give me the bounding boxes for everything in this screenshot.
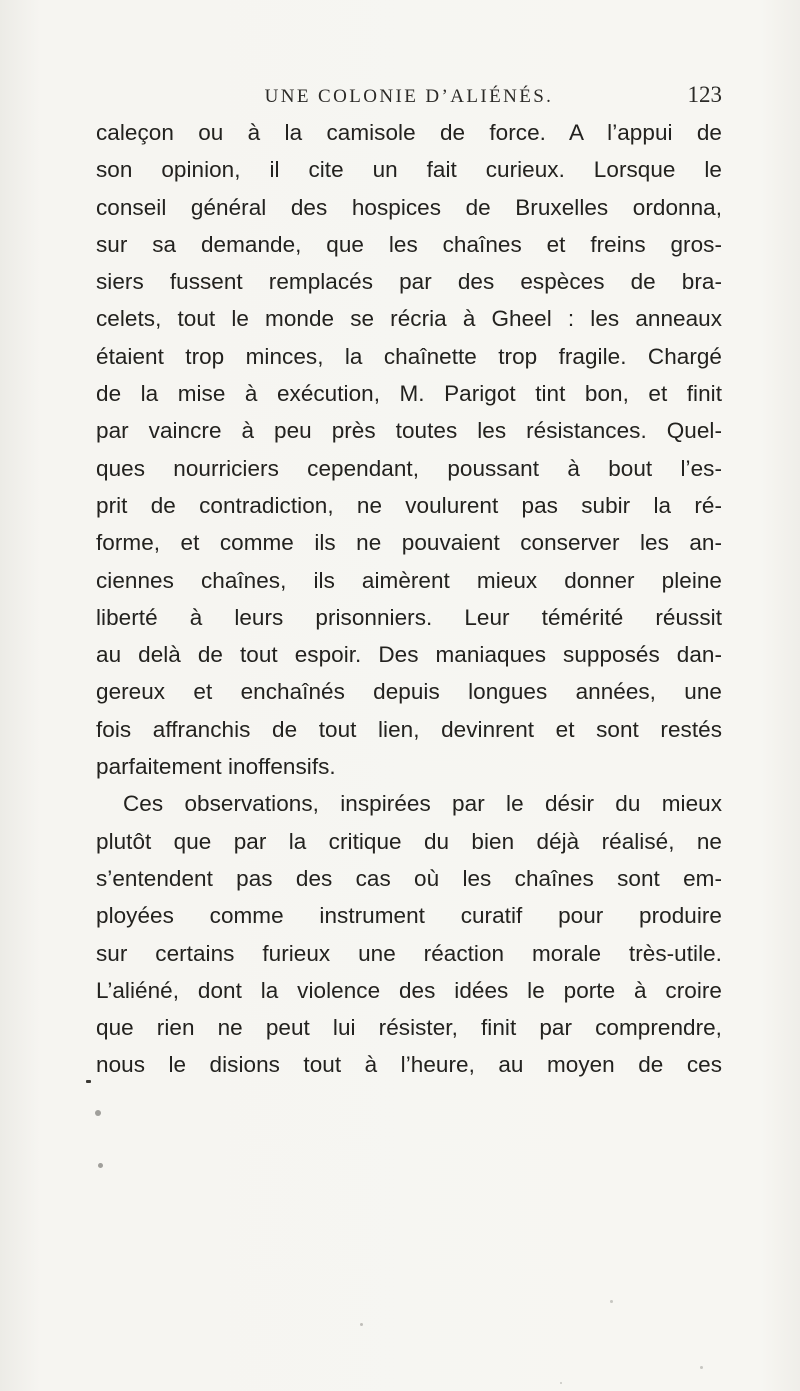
paragraph-start-line: Ces observations, inspirées par le désir du mieux [123,791,722,817]
text-line: prit de contradiction, ne voulurent pas subir la ré- [96,492,722,518]
text-line: ciennes chaînes, ils aimèrent mieux donner pleine [96,567,722,593]
text-line: forme, et comme ils ne pouvaient conserver les an- [96,530,722,556]
text-line: gereux et enchaînés depuis longues années, une [96,679,722,705]
ink-speck [98,1163,103,1168]
text-line: étaient trop minces, la chaînette trop fragile. Chargé [96,343,722,369]
text-line: plutôt que par la critique du bien déjà réalisé, ne [96,828,722,854]
running-title: UNE COLONIE D’ALIÉNÉS. [264,86,554,107]
text-line: son opinion, il cite un fait curieux. Lorsque le [96,157,722,183]
text-line: sur sa demande, que les chaînes et freins gros- [96,231,722,257]
text-line: par vaincre à peu près toutes les résistances. Quel- [96,418,722,444]
running-head [96,82,722,112]
paper-speck [560,1382,562,1384]
ink-speck [95,1110,101,1116]
page-number: 123 [687,82,722,107]
text-line: conseil général des hospices de Bruxelles ordonna, [96,194,722,220]
text-line: L’aliéné, dont la violence des idées le porte à croire [96,977,722,1003]
paragraph-end-line: parfaitement inoffensifs. [96,754,336,780]
text-line: sur certains furieux une réaction morale très-utile. [96,940,722,966]
body-text [96,114,722,1084]
text-line: fois affranchis de tout lien, devinrent et sont restés [96,716,722,742]
text-line: que rien ne peut lui résister, finit par comprendre, [96,1015,722,1041]
margin-mark [86,1080,91,1083]
paper-speck [360,1323,363,1326]
text-line: de la mise à exécution, M. Parigot tint bon, et finit [96,381,722,407]
text-line: au delà de tout espoir. Des maniaques supposés dan- [96,642,722,668]
text-line: siers fussent remplacés par des espèces de bra- [96,269,722,295]
text-line: s’entendent pas des cas où les chaînes sont em- [96,865,722,891]
text-line: caleçon ou à la camisole de force. A l’appui de [96,120,722,145]
text-line: liberté à leurs prisonniers. Leur témérité réussit [96,604,722,630]
paper-speck [610,1300,613,1303]
paper-speck [700,1366,703,1369]
text-line: celets, tout le monde se récria à Gheel : les anneaux [96,306,722,332]
text-line: nous le disions tout à l’heure, au moyen de ces [96,1052,722,1078]
text-line: ployées comme instrument curatif pour produire [96,903,722,929]
text-line: ques nourriciers cependant, poussant à bout l’es- [96,455,722,481]
